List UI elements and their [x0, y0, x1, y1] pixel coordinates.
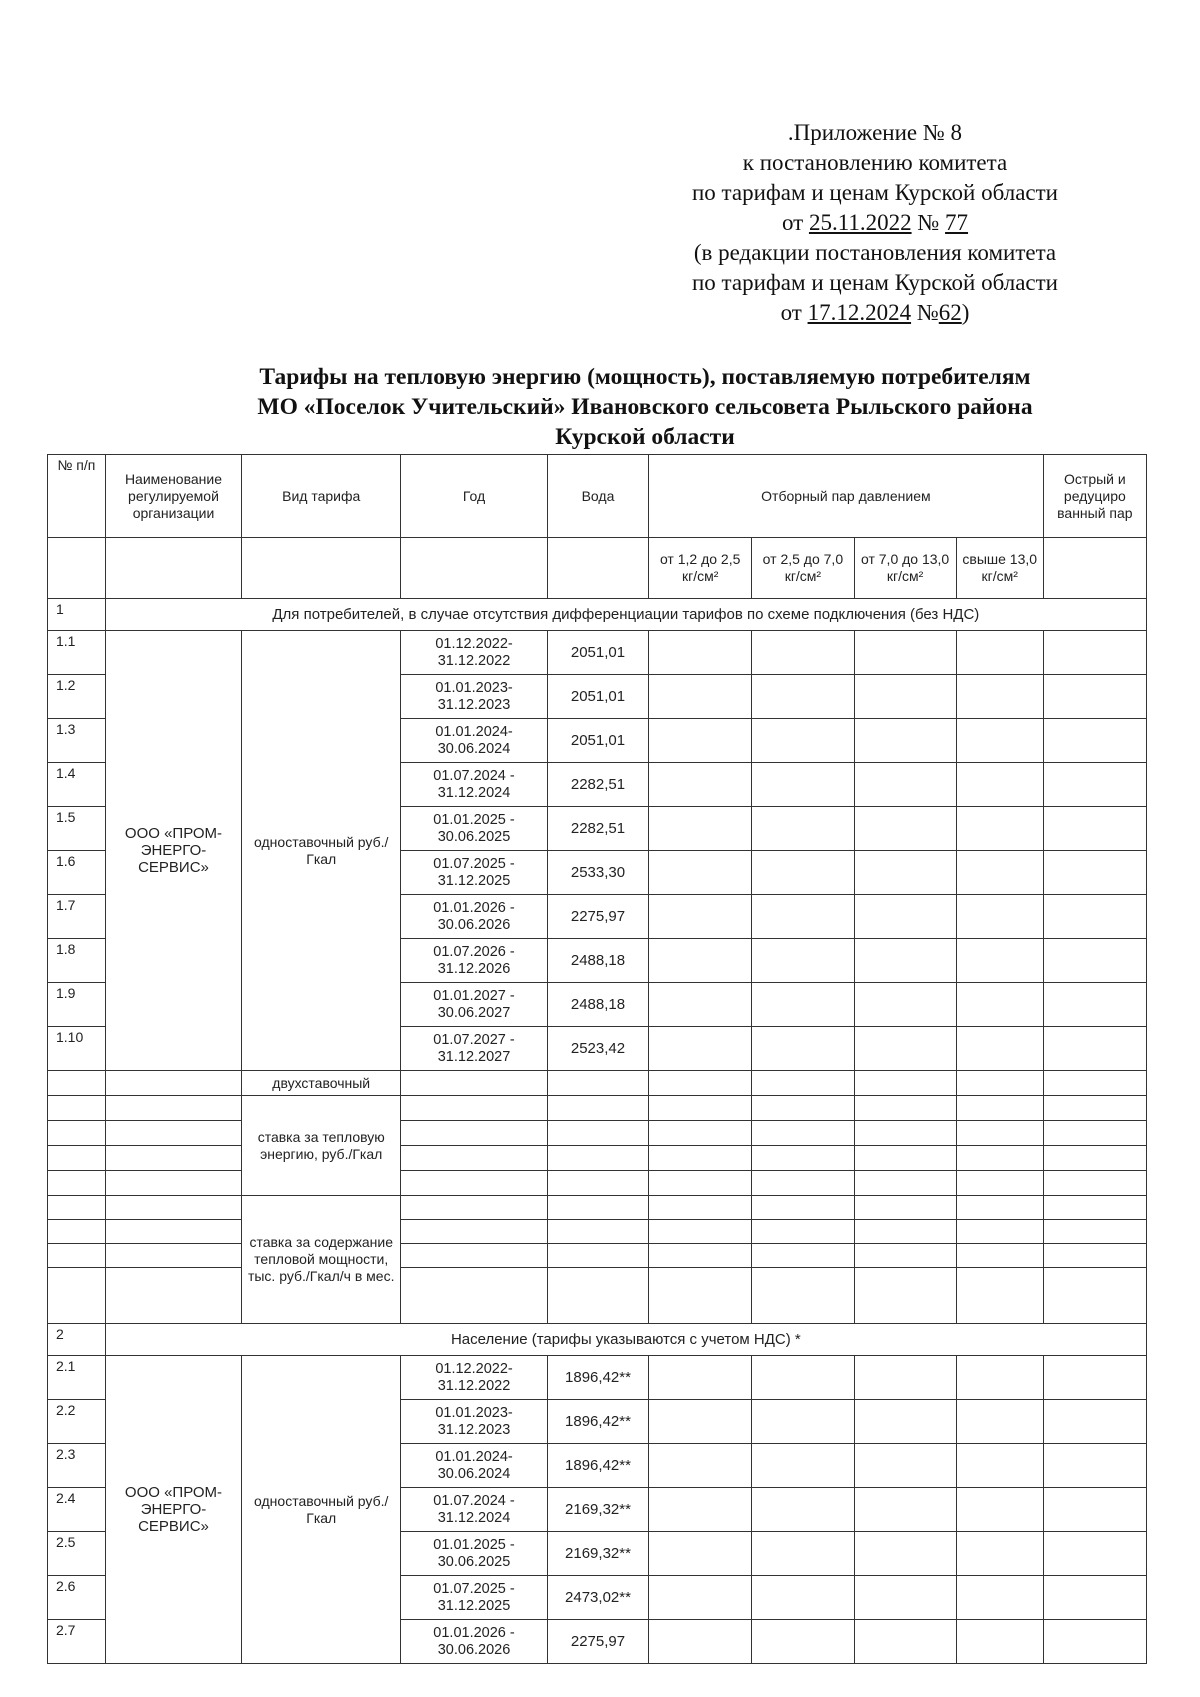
- row-number: 2.6: [48, 1576, 106, 1620]
- table-row: [48, 631, 1147, 675]
- period: 01.07.2027 - 31.12.2027: [401, 1027, 548, 1071]
- water-tariff: 2523,42: [547, 1027, 648, 1071]
- header-pressure-2: от 2,5 до 7,0 кг/см²: [752, 538, 854, 599]
- table-row: [48, 1356, 1147, 1400]
- water-tariff: 2282,51: [547, 763, 648, 807]
- row-number: 1.8: [48, 939, 106, 983]
- water-tariff: 2169,32**: [547, 1488, 648, 1532]
- water-tariff: 2275,97: [547, 895, 648, 939]
- capacity-rate-label: ставка за содержание тепловой мощности, тыс. руб./Гкал/ч в мес.: [242, 1196, 401, 1324]
- header-pressure-3: от 7,0 до 13,0 кг/см²: [854, 538, 956, 599]
- row-number: 1.5: [48, 807, 106, 851]
- appendix-line-7: [640, 298, 1110, 328]
- resolution-date: 25.11.2022: [808, 210, 912, 235]
- row-number: 2.5: [48, 1532, 106, 1576]
- row-number: 1.2: [48, 675, 106, 719]
- row-number: 1.4: [48, 763, 106, 807]
- energy-rate-row: [48, 1096, 1147, 1121]
- water-tariff: 2488,18: [547, 983, 648, 1027]
- edition-close: ): [961, 300, 970, 325]
- header-org: Наименование регулируемой организации: [105, 455, 242, 538]
- edition-num-sign: №: [911, 300, 939, 325]
- period: 01.07.2024 - 31.12.2024: [401, 1488, 548, 1532]
- capacity-rate-row: [48, 1196, 1147, 1220]
- row-number: 1.6: [48, 851, 106, 895]
- row-number: 1.7: [48, 895, 106, 939]
- appendix-line-5: (в редакции постановления комитета: [693, 240, 1057, 265]
- period: 01.01.2024-30.06.2024: [401, 1444, 548, 1488]
- water-tariff: 2488,18: [547, 939, 648, 983]
- document-title: [150, 362, 1140, 452]
- energy-rate-row: [48, 1171, 1147, 1196]
- row-number: 2.3: [48, 1444, 106, 1488]
- resolution-number: 77: [945, 210, 969, 235]
- row-number: 1.1: [48, 631, 106, 675]
- title-line-2: МО «Поселок Учительский» Ивановского сельсовета Рыльского района: [257, 394, 1033, 420]
- header-year: Год: [401, 455, 548, 538]
- header-row: [48, 455, 1147, 538]
- tariff-type: одноставочный руб./Гкал: [242, 1356, 401, 1664]
- row-number: 2.4: [48, 1488, 106, 1532]
- row-number: 1.10: [48, 1027, 106, 1071]
- capacity-rate-row: [48, 1268, 1147, 1324]
- water-tariff: 1896,42**: [547, 1444, 648, 1488]
- period: 01.01.2023-31.12.2023: [401, 1400, 548, 1444]
- period: 01.01.2025 - 30.06.2025: [401, 807, 548, 851]
- organization-name: ООО «ПРОМ-ЭНЕРГО-СЕРВИС»: [105, 1356, 242, 1664]
- energy-rate-row: [48, 1146, 1147, 1171]
- water-tariff: 1896,42**: [547, 1356, 648, 1400]
- tariff-table: [47, 454, 1147, 1664]
- water-tariff: 2282,51: [547, 807, 648, 851]
- title-line-1: Тарифы на тепловую энергию (мощность), поставляемую потребителям: [259, 364, 1031, 390]
- period: 01.07.2024 - 31.12.2024: [401, 763, 548, 807]
- water-tariff: 2051,01: [547, 675, 648, 719]
- edition-date: 17.12.2024: [807, 300, 912, 325]
- header-sharp-steam: Острый и редуциро ванный пар: [1043, 455, 1146, 538]
- two-rate-label: двухставочный: [242, 1071, 401, 1096]
- water-tariff: 2533,30: [547, 851, 648, 895]
- water-tariff: 2169,32**: [547, 1532, 648, 1576]
- edition-from: от: [780, 300, 808, 325]
- two-rate-row: [48, 1071, 1147, 1096]
- section-number: 1: [48, 599, 106, 631]
- capacity-rate-row: [48, 1244, 1147, 1268]
- tariff-type: одноставочный руб./Гкал: [242, 631, 401, 1071]
- section-label: Для потребителей, в случае отсутствия дифференциации тарифов по схеме подключения (без НДС): [105, 599, 1146, 631]
- appendix-line-3: по тарифам и ценам Курской области: [692, 180, 1058, 205]
- header-type: Вид тарифа: [242, 455, 401, 538]
- row-number: 2.2: [48, 1400, 106, 1444]
- edition-number: 62: [938, 300, 962, 325]
- period: 01.01.2026 - 30.06.2026: [401, 1620, 548, 1664]
- period: 01.01.2024-30.06.2024: [401, 719, 548, 763]
- section-row: [48, 1324, 1147, 1356]
- section-row: [48, 599, 1147, 631]
- water-tariff: 2051,01: [547, 631, 648, 675]
- period: 01.12.2022-31.12.2022: [401, 631, 548, 675]
- period: 01.07.2026 - 31.12.2026: [401, 939, 548, 983]
- row-number: 2.7: [48, 1620, 106, 1664]
- water-tariff: 1896,42**: [547, 1400, 648, 1444]
- appendix-num-sign: №: [911, 210, 946, 235]
- organization-name: ООО «ПРОМ-ЭНЕРГО-СЕРВИС»: [105, 631, 242, 1071]
- row-number: 1.3: [48, 719, 106, 763]
- subheader-row: [48, 538, 1147, 599]
- period: 01.12.2022-31.12.2022: [401, 1356, 548, 1400]
- appendix-line-4: [640, 208, 1110, 238]
- row-number: 2.1: [48, 1356, 106, 1400]
- energy-rate-label: ставка за тепловую энергию, руб./Гкал: [242, 1096, 401, 1196]
- capacity-rate-row: [48, 1220, 1147, 1244]
- water-tariff: 2051,01: [547, 719, 648, 763]
- header-steam: Отборный пар давлением: [649, 455, 1044, 538]
- header-water: Вода: [547, 455, 648, 538]
- appendix-line-1: .Приложение № 8: [787, 120, 963, 145]
- title-line-3: Курской области: [555, 424, 735, 450]
- energy-rate-row: [48, 1121, 1147, 1146]
- period: 01.01.2023-31.12.2023: [401, 675, 548, 719]
- header-pressure-4: свыше 13,0 кг/см²: [956, 538, 1043, 599]
- water-tariff: 2473,02**: [547, 1576, 648, 1620]
- period: 01.07.2025 - 31.12.2025: [401, 1576, 548, 1620]
- period: 01.01.2027 - 30.06.2027: [401, 983, 548, 1027]
- appendix-line-6: по тарифам и ценам Курской области: [692, 270, 1058, 295]
- header-pressure-1: от 1,2 до 2,5 кг/см²: [649, 538, 752, 599]
- appendix-line-2: к постановлению комитета: [742, 150, 1008, 175]
- period: 01.07.2025 - 31.12.2025: [401, 851, 548, 895]
- header-num: № п/п: [48, 455, 106, 538]
- appendix-header: [640, 118, 1110, 328]
- appendix-from: от: [781, 210, 809, 235]
- water-tariff: 2275,97: [547, 1620, 648, 1664]
- period: 01.01.2026 - 30.06.2026: [401, 895, 548, 939]
- section-label: Население (тарифы указываются с учетом НДС) *: [105, 1324, 1146, 1356]
- section-number: 2: [48, 1324, 106, 1356]
- row-number: 1.9: [48, 983, 106, 1027]
- period: 01.01.2025 - 30.06.2025: [401, 1532, 548, 1576]
